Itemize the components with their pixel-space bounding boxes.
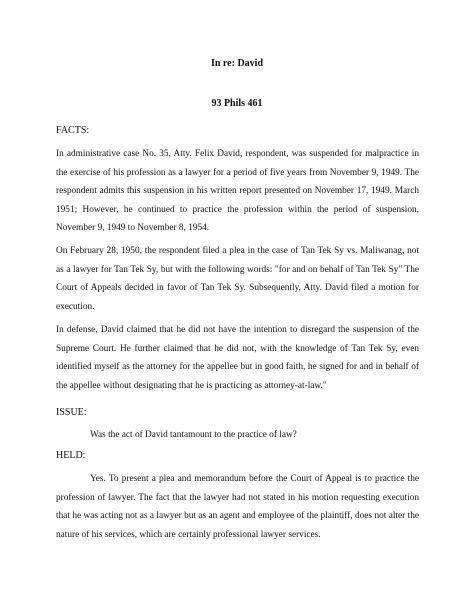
facts-paragraph-2: On February 28, 1950, the respondent filed a plea in the case of Tan Tek Sy vs. Maliwanag, not as a lawyer for Tan Tek Sy, but with the following words: "for and on behalf of Tan Tek Sy" The Court of Appeals decided in favor of Tan Tek Sy. Subsequently, Atty. David filed a motion for execution. xyxy=(56,246,419,312)
facts-paragraph-1: In administrative case No. 35, Atty. Felix David, respondent, was suspended for malpractice in the exercise of his profession as a lawyer for a period of five years from November 9, 1949. The respondent admits this suspension in his written report presented on November 17, 1949. March 1951; However, he continued to practice the profession within the period of suspension, November 9, 1949 to November 8, 1954. xyxy=(56,149,419,233)
issue-text: Was the act of David tantamount to the practice of law? xyxy=(90,430,297,440)
facts-heading: FACTS: xyxy=(56,125,90,136)
issue-heading: ISSUE: xyxy=(56,407,87,418)
case-title: In re: David xyxy=(210,58,264,69)
held-text: Yes. To present a plea and memorandum before the Court of Appeal is to practice the profession of lawyer. The fact that the lawyer had not stated in his motion requesting execution that he was acting not as a lawyer but as an agent and employee of the plaintiff, does not alter the nature of his services, which are certainly professional lawyer services. xyxy=(56,474,419,540)
held-heading: HELD: xyxy=(56,450,86,461)
case-citation: 93 Phils 461 xyxy=(211,98,263,109)
facts-paragraph-3: In defense, David claimed that he did not have the intention to disregard the suspension of the Supreme Court. He further claimed that he did not, with the knowledge of Tan Tek Sy, even identified myself as the attorney for the appellee but in good faith, he signed for and in behalf of the appellee without designating that he is practicing as attorney-at-law." xyxy=(56,325,419,391)
